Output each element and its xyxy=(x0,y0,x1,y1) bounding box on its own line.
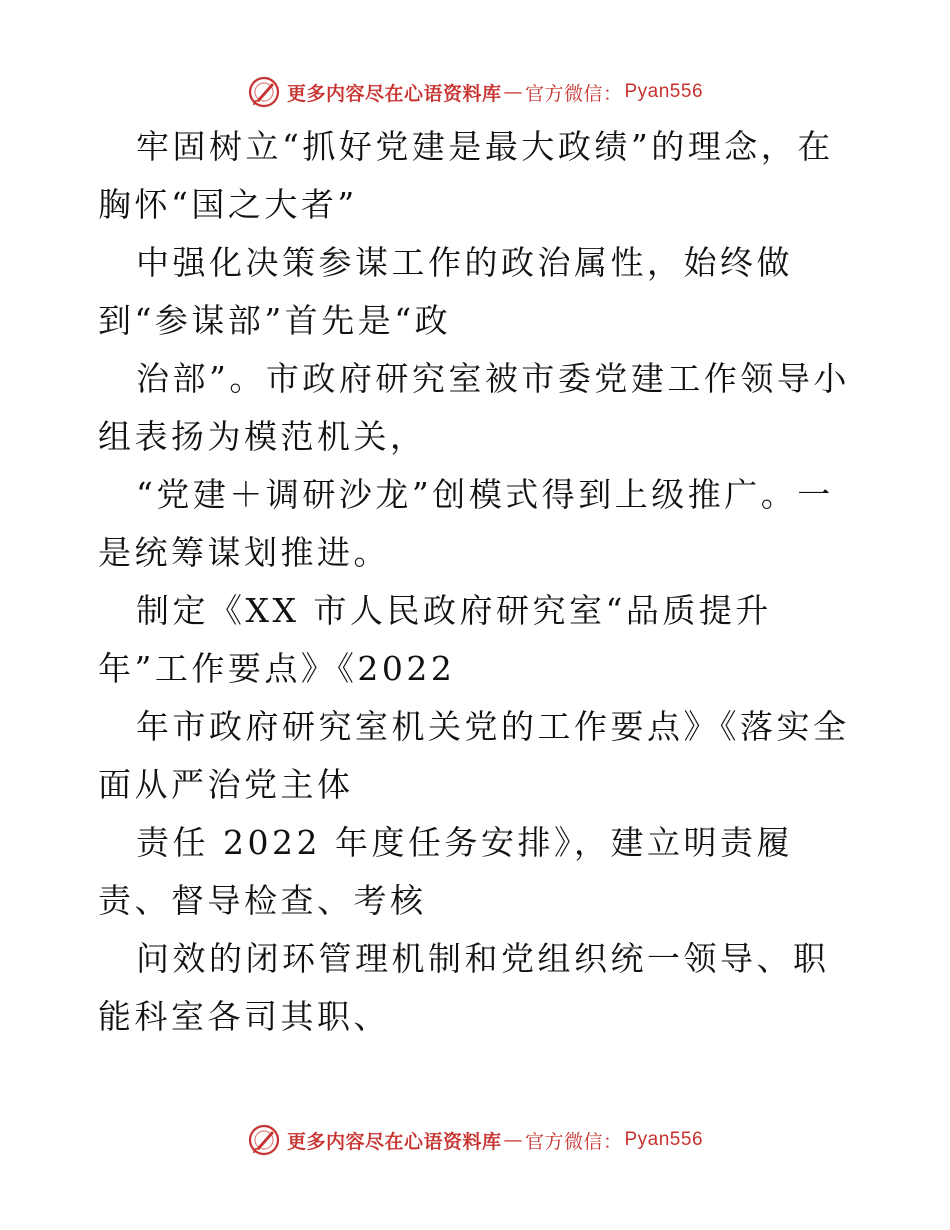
feather-pen-logo-icon xyxy=(247,75,281,109)
paragraph-2: 中强化决策参谋工作的政治属性，始终做到“参谋部”首先是“政 xyxy=(98,243,793,340)
paragraph-6: 年市政府研究室机关党的工作要点》《落实全面从严治党主体 xyxy=(98,707,850,804)
footer-banner-title: 更多内容尽在心语资料库 xyxy=(286,1130,502,1153)
header-banner-title: 更多内容尽在心语资料库 xyxy=(286,82,502,105)
feather-pen-logo-icon xyxy=(247,1123,281,1157)
footer-banner xyxy=(0,1120,950,1160)
paragraph-7: 责任 2022 年度任务安排》，建立明责履责、督导检查、考核 xyxy=(98,823,793,920)
footer-banner-text xyxy=(287,1127,703,1154)
paragraph-4: “党建＋调研沙龙”创模式得到上级推广。一是统筹谋划推进。 xyxy=(98,475,834,572)
paragraph-5: 制定《XX 市人民政府研究室“品质提升年”工作要点》《2022 xyxy=(98,591,772,688)
header-banner-separator: — xyxy=(503,81,523,103)
header-banner xyxy=(0,72,950,112)
footer-banner-wechat-label: 官方微信： xyxy=(524,1130,623,1153)
footer-banner-wechat-id: Pyan556 xyxy=(624,1129,704,1150)
paragraph-3: 治部”。市政府研究室被市委党建工作领导小组表扬为模范机关， xyxy=(98,359,850,456)
document-body xyxy=(98,118,858,1046)
paragraph-8: 问效的闭环管理机制和党组织统一领导、职能科室各司其职、 xyxy=(98,939,830,1036)
header-banner-text xyxy=(287,79,703,106)
footer-banner-separator: — xyxy=(503,1129,523,1151)
header-banner-wechat-id: Pyan556 xyxy=(624,81,704,102)
header-banner-wechat-label: 官方微信： xyxy=(524,82,623,105)
paragraph-1: 牢固树立“抓好党建是最大政绩”的理念，在胸怀“国之大者” xyxy=(98,127,834,224)
